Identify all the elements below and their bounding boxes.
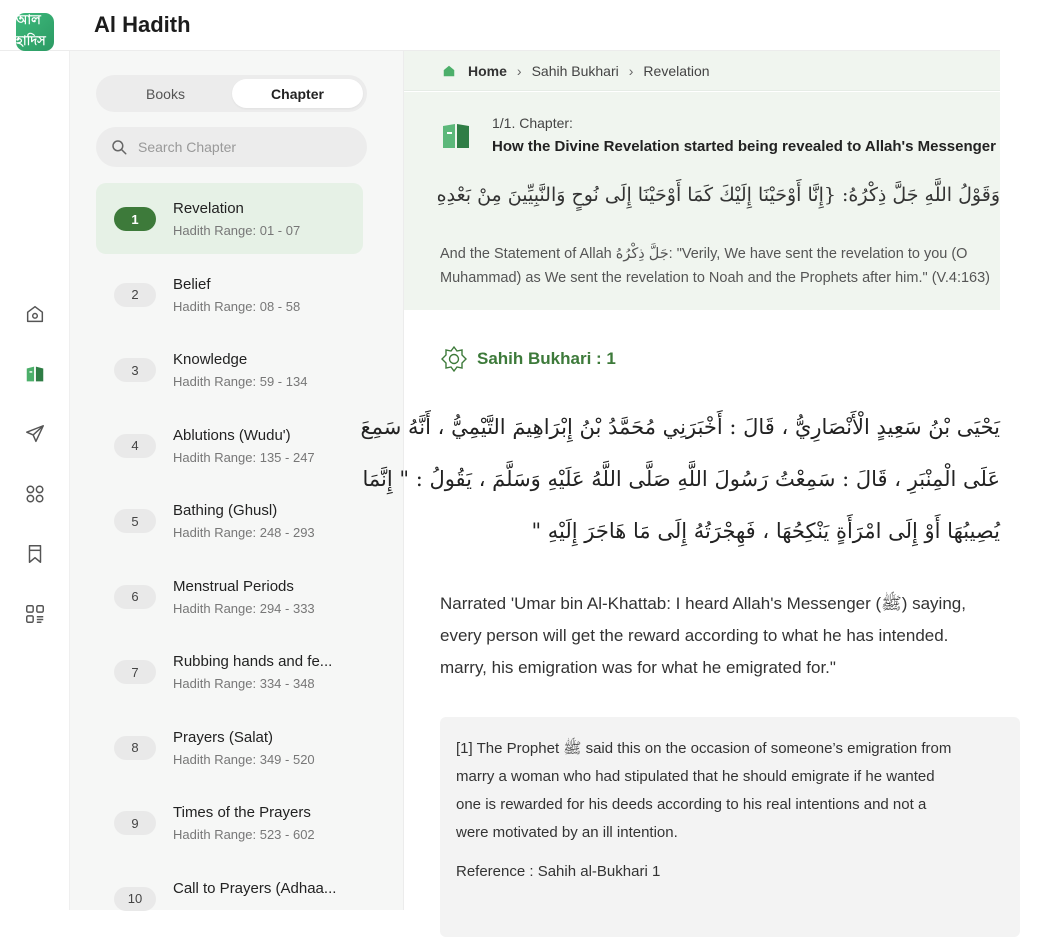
chapter-range: Hadith Range: 349 - 520: [173, 751, 315, 767]
chapter-subtitle: 1/1. Chapter:: [492, 115, 573, 131]
hadith-emblem-icon: [440, 345, 468, 373]
english-line: marry, his emigration was for what he emigrated for.": [440, 658, 836, 677]
hadith-note-text: [456, 735, 1016, 847]
chapter-number-badge: 6: [114, 585, 156, 609]
chapter-item[interactable]: [96, 410, 363, 481]
chapter-number-badge: 10: [114, 887, 156, 911]
arabic-line: يَحْيَى بْنُ سَعِيدٍ الْأَنْصَارِيُّ ، قَالَ : أَخْبَرَنِي مُحَمَّدُ بْنُ إِبْرَاهِيمَ التَّيْمِيُّ ، أَنَّهُ سَمِعَ: [360, 415, 1000, 439]
hadith-content: [360, 51, 1000, 910]
chapter-range: Hadith Range: 59 - 134: [173, 374, 308, 389]
breadcrumb: [404, 51, 1000, 91]
chapter-heading: How the Divine Revelation started being revealed to Allah's Messenger: [492, 138, 996, 155]
chapter-arabic-text: وَقَوْلُ اللَّهِ جَلَّ ذِكْرُهُ: {إِنَّا أَوْحَيْنَا إِلَيْكَ كَمَا أَوْحَيْنَا إِلَى نُوحٍ وَالنَّبِيِّينَ مِنْ بَعْدِهِ: [436, 184, 1000, 206]
chapter-title: Ablutions (Wudu'): [173, 426, 291, 444]
icon-rail: [0, 51, 70, 910]
chapter-title: Times of the Prayers: [173, 804, 311, 821]
open-book-icon: [441, 122, 471, 150]
chapter-range: Hadith Range: 248 - 293: [173, 525, 315, 540]
hadith-reference-title: Sahih Bukhari : 1: [477, 349, 616, 368]
apps-list-icon[interactable]: [22, 601, 48, 627]
chevron-right-icon: ›: [628, 62, 634, 79]
note-line: one is rewarded for his deeds according to his real intentions and not a: [456, 796, 927, 813]
hadith-english-text: [440, 588, 1040, 684]
chapter-item[interactable]: [96, 636, 363, 707]
chapter-title: Belief: [173, 275, 211, 293]
chapter-title: Revelation: [173, 200, 244, 217]
chapter-range: Hadith Range: 334 - 348: [173, 676, 315, 691]
chapter-range: Hadith Range: 01 - 07: [173, 223, 301, 238]
note-line: [1] The Prophet ﷺ said this on the occasion of someone’s emigration from: [456, 740, 952, 757]
home-icon: [442, 64, 456, 78]
hadith-arabic-text: [360, 401, 1000, 557]
chapter-list: [96, 183, 363, 938]
chapter-number-badge: 2: [114, 283, 156, 307]
chapter-title: Menstrual Periods: [173, 577, 294, 595]
grid-icon[interactable]: [22, 481, 48, 507]
chapter-title: Call to Prayers (Adhaa...: [173, 879, 337, 897]
chapter-number-badge: 7: [114, 660, 156, 684]
chapter-range: Hadith Range: 294 - 333: [173, 600, 315, 616]
tab-chapter[interactable]: Chapter: [232, 79, 363, 108]
tab-books[interactable]: Books: [146, 85, 185, 102]
chapter-sidebar: [70, 51, 404, 910]
chapter-range: Hadith Range: 523 - 602: [173, 827, 315, 842]
chapter-number-badge: 4: [114, 434, 156, 458]
chapter-number-badge: 8: [114, 736, 156, 760]
english-line: every person will get the reward according to what he has intended.: [440, 626, 949, 645]
hadith-heading: [440, 345, 616, 373]
search-icon: [110, 138, 128, 156]
arabic-line: عَلَى الْمِنْبَرِ ، قَالَ : سَمِعْتُ رَسُولَ اللَّهِ صَلَّى اللَّهُ عَلَيْهِ وَسَلَّمَ ، يَقُولُ : " إِنَّمَا: [362, 467, 1000, 491]
chapter-item[interactable]: [96, 183, 363, 254]
chapter-title: Bathing (Ghusl): [173, 502, 278, 519]
chapter-number-badge: 9: [114, 811, 156, 835]
search-chapter-input[interactable]: [138, 139, 358, 155]
breadcrumb-home[interactable]: Home: [468, 62, 507, 79]
note-line: were motivated by an ill intention.: [456, 824, 678, 841]
search-chapter-box: [96, 127, 367, 167]
breadcrumb-book[interactable]: Sahih Bukhari: [531, 62, 619, 79]
chapter-item[interactable]: [96, 712, 363, 783]
top-bar: [0, 0, 1000, 51]
breadcrumb-chapter[interactable]: Revelation: [643, 62, 710, 79]
chapter-item[interactable]: [96, 259, 363, 330]
chevron-right-icon: ›: [516, 62, 522, 79]
chapter-item[interactable]: [96, 561, 363, 632]
app-logo[interactable]: আল হাদিস: [16, 13, 54, 51]
chapter-range: Hadith Range: 135 - 247: [173, 449, 315, 465]
chapter-title: Knowledge: [173, 351, 248, 368]
hadith-note-box: [440, 717, 1020, 937]
chapter-item[interactable]: [96, 787, 363, 858]
chapter-header: [404, 92, 1000, 310]
chapter-item[interactable]: [96, 334, 363, 405]
books-chapter-toggle: [96, 75, 367, 112]
chapter-title: Rubbing hands and fe...: [173, 653, 333, 670]
chapter-range: Hadith Range: 08 - 58: [173, 298, 301, 314]
chapter-translation: And the Statement of Allah جَلَّ ذِكْرُهُ: "Verily, We have sent the revelation to you (O Muhammad) as We sent the revelation to Noah and the Prophets after him." (V.4:163): [440, 246, 991, 286]
chapter-number-badge: 3: [114, 358, 156, 382]
english-line: Narrated 'Umar bin Al-Khattab: I heard Allah's Messenger (ﷺ) saying,: [440, 594, 966, 613]
hadith-reference: Reference : Sahih al-Bukhari 1: [456, 863, 661, 880]
chapter-item[interactable]: [96, 863, 363, 934]
arabic-line: يُصِيبُهَا أَوْ إِلَى امْرَأَةٍ يَنْكِحُهَا ، فَهِجْرَتُهُ إِلَى مَا هَاجَرَ إِلَيْهِ ": [531, 519, 1000, 543]
chapter-number-badge: 5: [114, 509, 156, 533]
home-icon[interactable]: [22, 301, 48, 327]
app-title: Al Hadith: [94, 12, 191, 37]
book-icon[interactable]: [22, 361, 48, 387]
bookmark-icon[interactable]: [22, 541, 48, 567]
note-line: marry a woman who had stipulated that he should emigrate if he wanted: [456, 768, 935, 785]
chapter-number-badge: 1: [114, 207, 156, 231]
chapter-title: Prayers (Salat): [173, 728, 274, 746]
send-icon[interactable]: [22, 421, 48, 447]
chapter-item[interactable]: [96, 485, 363, 556]
